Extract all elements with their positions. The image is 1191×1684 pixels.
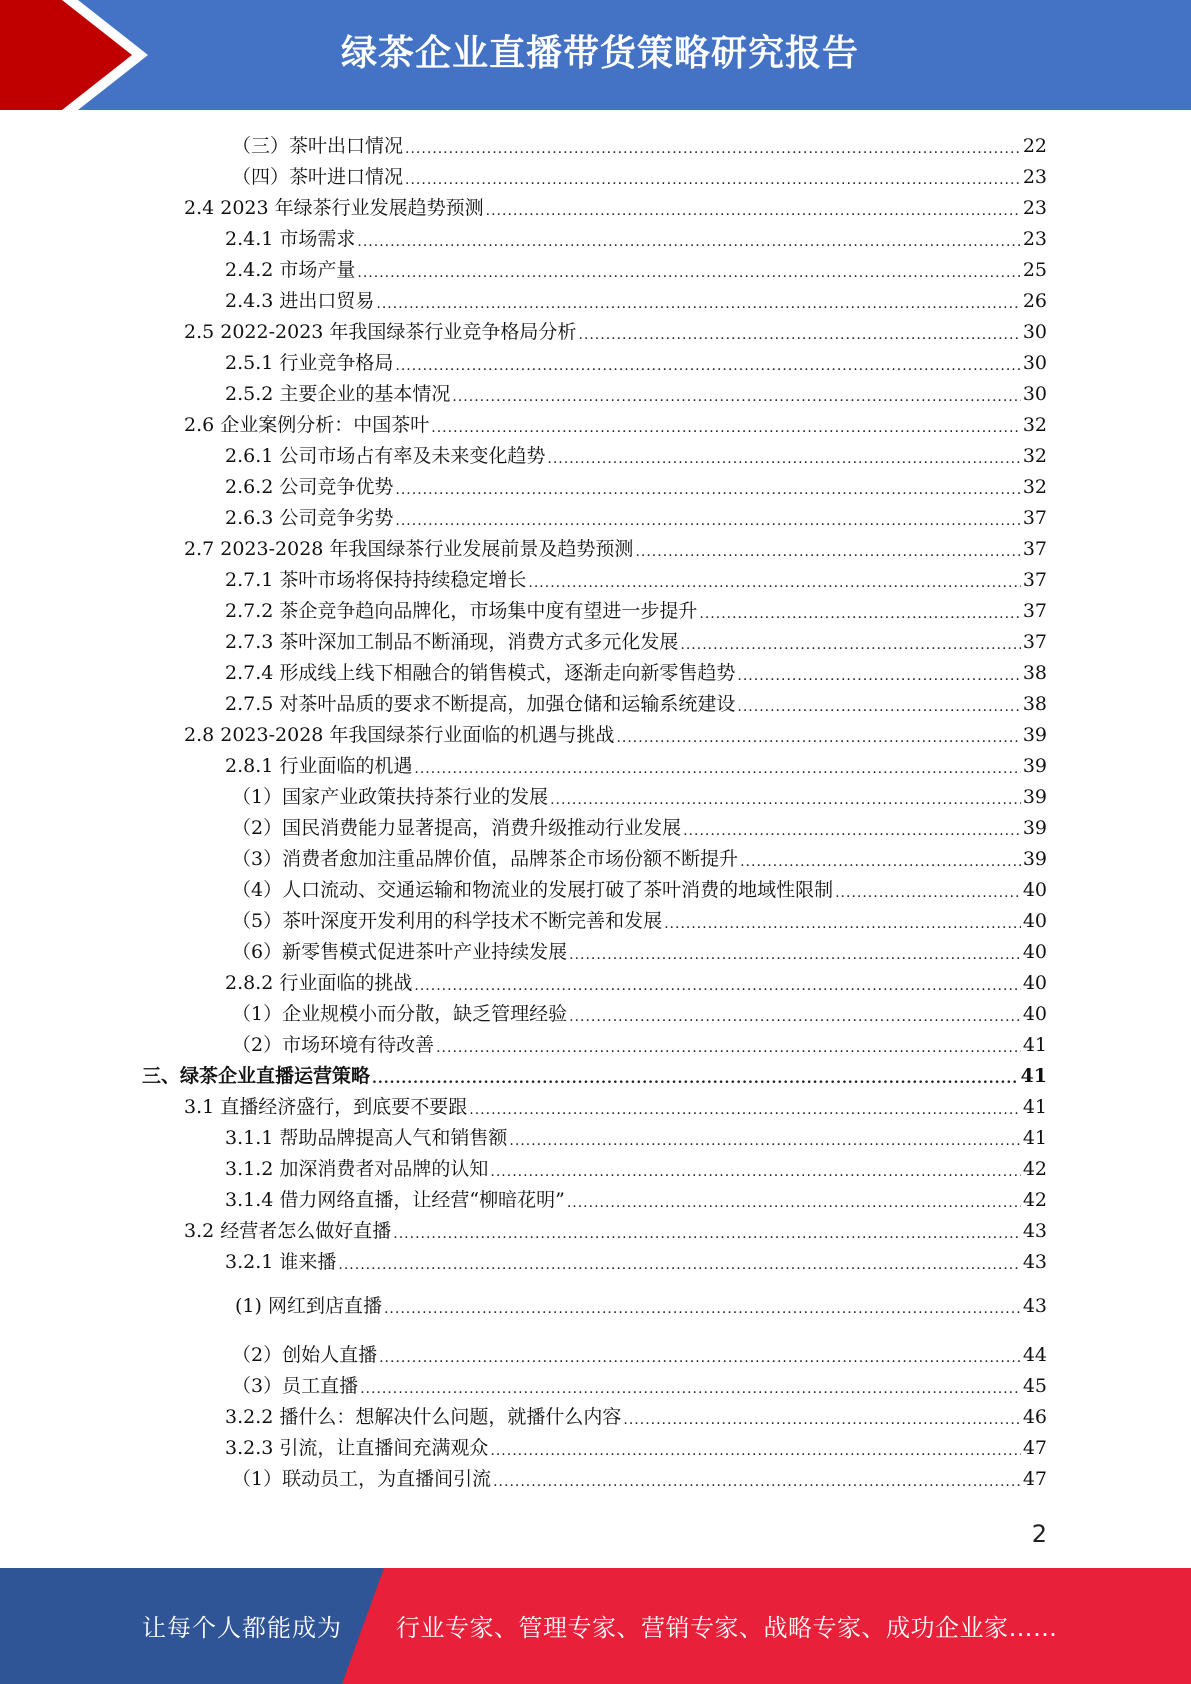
toc-entry-label: 2.7.4 形成线上线下相融合的销售模式，逐渐走向新零售趋势 bbox=[225, 662, 736, 684]
toc-entry[interactable] bbox=[232, 902, 1047, 933]
toc-leader-dots bbox=[699, 605, 1020, 623]
toc-entry-label: 2.6.1 公司市场占有率及未来变化趋势 bbox=[225, 445, 546, 467]
toc-entry-label: 2.4.3 进出口贸易 bbox=[225, 290, 375, 312]
toc-entry-label: 2.7.1 茶叶市场将保持持续稳定增长 bbox=[225, 569, 527, 591]
toc-entry[interactable] bbox=[184, 716, 1047, 747]
toc-entry-page: 23 bbox=[1022, 228, 1047, 250]
page-number: 2 bbox=[1031, 1520, 1047, 1548]
toc-entry[interactable] bbox=[184, 1088, 1047, 1119]
toc-entry-label: （2）国民消费能力显著提高，消费升级推动行业发展 bbox=[232, 817, 682, 839]
toc-leader-dots bbox=[616, 729, 1020, 747]
toc-entry-label: 3.1.2 加深消费者对品牌的认知 bbox=[225, 1158, 489, 1180]
toc-entry-label: 3.2 经营者怎么做好直播 bbox=[184, 1220, 392, 1242]
toc-entry-label: （1）国家产业政策扶持茶行业的发展 bbox=[232, 786, 549, 808]
toc-leader-dots bbox=[835, 884, 1021, 902]
toc-entry-page: 30 bbox=[1022, 321, 1047, 343]
toc-entry[interactable] bbox=[232, 809, 1047, 840]
toc-entry-label: 2.8 2023-2028 年我国绿茶行业面临的机遇与挑战 bbox=[184, 724, 615, 746]
toc-entry-label: 2.5.2 主要企业的基本情况 bbox=[225, 383, 451, 405]
toc-leader-dots bbox=[376, 295, 1020, 313]
toc-entry-label: 2.5 2022-2023 年我国绿茶行业竞争格局分析 bbox=[184, 321, 577, 343]
toc-leader-dots bbox=[490, 1163, 1020, 1181]
toc-entry-label: （1）企业规模小而分散，缺乏管理经验 bbox=[232, 1003, 568, 1025]
toc-entry-label: 3.1.4 借力网络直播，让经营“柳暗花明” bbox=[225, 1189, 565, 1211]
toc-entry[interactable] bbox=[232, 1336, 1047, 1367]
toc-entry-label: 2.7.2 茶企竞争趋向品牌化，市场集中度有望进一步提升 bbox=[225, 600, 698, 622]
toc-entry[interactable] bbox=[225, 747, 1047, 778]
toc-entry[interactable] bbox=[225, 1181, 1047, 1212]
toc-entry-label: （2）市场环境有待改善 bbox=[232, 1034, 435, 1056]
toc-leader-dots bbox=[405, 171, 1021, 189]
toc-leader-dots bbox=[393, 1225, 1021, 1243]
toc-entry-label: 2.7.3 茶叶深加工制品不断涌现，消费方式多元化发展 bbox=[225, 631, 679, 653]
toc-entry-label: 2.8.1 行业面临的机遇 bbox=[225, 755, 413, 777]
toc-entry[interactable] bbox=[225, 282, 1047, 313]
toc-entry-page: 22 bbox=[1022, 135, 1047, 157]
toc-entry-page: 30 bbox=[1022, 352, 1047, 374]
toc-entry[interactable] bbox=[184, 406, 1047, 437]
toc-leader-dots bbox=[569, 946, 1021, 964]
toc-entry[interactable] bbox=[225, 499, 1047, 530]
toc-leader-dots bbox=[414, 977, 1020, 995]
toc-entry[interactable] bbox=[225, 1398, 1047, 1429]
toc-entry-page: 38 bbox=[1022, 693, 1047, 715]
toc-leader-dots bbox=[567, 1194, 1021, 1212]
toc-leader-dots bbox=[680, 636, 1020, 654]
toc-entry[interactable] bbox=[225, 685, 1047, 716]
toc-entry-label: (1) 网红到店直播 bbox=[235, 1295, 382, 1317]
toc-leader-dots bbox=[469, 1101, 1021, 1119]
toc-entry-page: 40 bbox=[1022, 879, 1047, 901]
toc-entry-label: 3.2.3 引流，让直播间充满观众 bbox=[225, 1437, 489, 1459]
toc-entry-label: 2.7 2023-2028 年我国绿茶行业发展前景及趋势预测 bbox=[184, 538, 634, 560]
toc-entry-label: 3.2.1 谁来播 bbox=[225, 1251, 337, 1273]
toc-entry-label: 2.4.2 市场产量 bbox=[225, 259, 356, 281]
toc-entry-page: 23 bbox=[1022, 197, 1047, 219]
toc-entry-page: 32 bbox=[1022, 445, 1047, 467]
toc-entry-page: 38 bbox=[1022, 662, 1047, 684]
toc-leader-dots bbox=[569, 1008, 1021, 1026]
toc-entry-label: 3.1.1 帮助品牌提高人气和销售额 bbox=[225, 1127, 508, 1149]
toc-entry-label: （1）联动员工，为直播间引流 bbox=[232, 1468, 492, 1490]
toc-entry-label: 3.2.2 播什么：想解决什么问题，就播什么内容 bbox=[225, 1406, 622, 1428]
document-title: 绿茶企业直播带货策略研究报告 bbox=[340, 33, 859, 74]
toc-leader-dots bbox=[528, 574, 1020, 592]
toc-entry-page: 32 bbox=[1022, 476, 1047, 498]
toc-entry-page: 39 bbox=[1022, 848, 1047, 870]
toc-leader-dots bbox=[372, 1070, 1019, 1088]
toc-entry[interactable] bbox=[235, 1287, 1047, 1318]
toc-entry[interactable] bbox=[225, 251, 1047, 282]
toc-entry-page: 42 bbox=[1022, 1158, 1047, 1180]
toc-entry-page: 37 bbox=[1022, 507, 1047, 529]
toc-leader-dots bbox=[414, 760, 1020, 778]
toc-entry-label: （5）茶叶深度开发利用的科学技术不断完善和发展 bbox=[232, 910, 663, 932]
toc-entry-label: （6）新零售模式促进茶叶产业持续发展 bbox=[232, 941, 568, 963]
footer-slogan-right: 行业专家、管理专家、营销专家、战略专家、成功企业家…… bbox=[396, 1614, 1058, 1642]
toc-entry-page: 43 bbox=[1022, 1251, 1047, 1273]
toc-entry[interactable] bbox=[184, 313, 1047, 344]
toc-entry[interactable] bbox=[225, 1150, 1047, 1181]
toc-entry-page: 44 bbox=[1022, 1344, 1047, 1366]
toc-leader-dots bbox=[357, 264, 1020, 282]
toc-entry-page: 42 bbox=[1022, 1189, 1047, 1211]
toc-entry-page: 39 bbox=[1022, 724, 1047, 746]
toc-entry-label: 三、绿茶企业直播运营策略 bbox=[142, 1065, 371, 1087]
toc-leader-dots bbox=[338, 1256, 1020, 1274]
toc-leader-dots bbox=[486, 202, 1021, 220]
toc-entry-page: 23 bbox=[1022, 166, 1047, 188]
toc-leader-dots bbox=[395, 357, 1020, 375]
toc-entry-label: （2）创始人直播 bbox=[232, 1344, 378, 1366]
toc-leader-dots bbox=[395, 481, 1020, 499]
toc-entry[interactable] bbox=[225, 592, 1047, 623]
toc-leader-dots bbox=[635, 543, 1020, 561]
toc-entry-page: 26 bbox=[1022, 290, 1047, 312]
toc-leader-dots bbox=[357, 233, 1020, 251]
toc-leader-dots bbox=[509, 1132, 1020, 1150]
toc-entry-label: 2.7.5 对茶叶品质的要求不断提高，加强仓储和运输系统建设 bbox=[225, 693, 736, 715]
toc-entry-page: 39 bbox=[1022, 786, 1047, 808]
toc-entry-page: 41 bbox=[1020, 1065, 1047, 1087]
toc-entry[interactable] bbox=[184, 189, 1047, 220]
toc-entry[interactable] bbox=[232, 127, 1047, 158]
toc-entry-page: 40 bbox=[1022, 972, 1047, 994]
toc-entry-page: 39 bbox=[1022, 755, 1047, 777]
toc-entry[interactable] bbox=[232, 871, 1047, 902]
toc-entry[interactable] bbox=[225, 344, 1047, 375]
toc-entry-label: 2.6 企业案例分析：中国茶叶 bbox=[184, 414, 430, 436]
toc-entry-page: 43 bbox=[1022, 1295, 1047, 1317]
toc-entry[interactable] bbox=[184, 530, 1047, 561]
toc-entry-page: 43 bbox=[1022, 1220, 1047, 1242]
toc-entry[interactable] bbox=[232, 1460, 1047, 1491]
toc-leader-dots bbox=[360, 1380, 1021, 1398]
toc-leader-dots bbox=[737, 667, 1020, 685]
toc-entry-label: 2.6.3 公司竞争劣势 bbox=[225, 507, 394, 529]
page-header bbox=[0, 0, 1191, 110]
toc-leader-dots bbox=[683, 822, 1021, 840]
toc-leader-dots bbox=[395, 512, 1020, 530]
toc-entry[interactable] bbox=[225, 468, 1047, 499]
toc-entry[interactable] bbox=[225, 561, 1047, 592]
toc-leader-dots bbox=[379, 1349, 1021, 1367]
toc-entry[interactable] bbox=[225, 623, 1047, 654]
toc-entry[interactable] bbox=[184, 1212, 1047, 1243]
toc-entry-label: 2.8.2 行业面临的挑战 bbox=[225, 972, 413, 994]
toc-entry-page: 37 bbox=[1022, 631, 1047, 653]
toc-leader-dots bbox=[740, 853, 1021, 871]
toc-entry-page: 40 bbox=[1022, 941, 1047, 963]
toc-leader-dots bbox=[664, 915, 1021, 933]
toc-entry-page: 45 bbox=[1022, 1375, 1047, 1397]
toc-entry-page: 37 bbox=[1022, 538, 1047, 560]
toc-leader-dots bbox=[452, 388, 1020, 406]
toc-entry[interactable] bbox=[232, 840, 1047, 871]
toc-entry-label: （3）员工直播 bbox=[232, 1375, 359, 1397]
chevron-arrow-icon bbox=[0, 0, 160, 110]
toc-entry-page: 47 bbox=[1022, 1437, 1047, 1459]
toc-leader-dots bbox=[405, 140, 1021, 158]
toc-entry-page: 46 bbox=[1022, 1406, 1047, 1428]
toc-leader-dots bbox=[493, 1473, 1021, 1491]
toc-entry-label: （三）茶叶出口情况 bbox=[232, 135, 404, 157]
page-footer bbox=[0, 1568, 1191, 1684]
toc-leader-dots bbox=[547, 450, 1020, 468]
toc-entry-label: （3）消费者愈加注重品牌价值，品牌茶企市场份额不断提升 bbox=[232, 848, 739, 870]
toc-entry[interactable] bbox=[232, 778, 1047, 809]
toc-leader-dots bbox=[436, 1039, 1021, 1057]
toc-entry-page: 39 bbox=[1022, 817, 1047, 839]
toc-entry[interactable] bbox=[232, 1026, 1047, 1057]
toc-entry[interactable] bbox=[225, 964, 1047, 995]
toc-entry[interactable] bbox=[225, 220, 1047, 251]
toc-entry-page: 37 bbox=[1022, 600, 1047, 622]
toc-entry[interactable] bbox=[225, 437, 1047, 468]
toc-entry-page: 37 bbox=[1022, 569, 1047, 591]
toc-entry-label: （四）茶叶进口情况 bbox=[232, 166, 404, 188]
toc-entry-label: 3.1 直播经济盛行，到底要不要跟 bbox=[184, 1096, 468, 1118]
toc-entry[interactable] bbox=[225, 1243, 1047, 1274]
toc-entry-page: 30 bbox=[1022, 383, 1047, 405]
toc-leader-dots bbox=[431, 419, 1021, 437]
toc-entry-label: （4）人口流动、交通运输和物流业的发展打破了茶叶消费的地域性限制 bbox=[232, 879, 834, 901]
toc-entry[interactable] bbox=[232, 933, 1047, 964]
toc-leader-dots bbox=[737, 698, 1020, 716]
toc-entry-page: 41 bbox=[1022, 1127, 1047, 1149]
toc-entry-label: 2.6.2 公司竞争优势 bbox=[225, 476, 394, 498]
toc-entry[interactable] bbox=[225, 1429, 1047, 1460]
toc-leader-dots bbox=[623, 1411, 1020, 1429]
toc-entry-page: 41 bbox=[1022, 1096, 1047, 1118]
toc-entry-page: 40 bbox=[1022, 910, 1047, 932]
toc-entry-page: 40 bbox=[1022, 1003, 1047, 1025]
toc-entry-page: 32 bbox=[1022, 414, 1047, 436]
toc-entry-label: 2.5.1 行业竞争格局 bbox=[225, 352, 394, 374]
toc-entry-page: 25 bbox=[1022, 259, 1047, 281]
footer-slogan-left: 让每个人都能成为 bbox=[142, 1614, 342, 1642]
toc-entry[interactable] bbox=[225, 654, 1047, 685]
toc-entry-page: 41 bbox=[1022, 1034, 1047, 1056]
toc-entry[interactable] bbox=[232, 158, 1047, 189]
toc-leader-dots bbox=[550, 791, 1021, 809]
toc-entry-label: 2.4.1 市场需求 bbox=[225, 228, 356, 250]
toc-entry[interactable] bbox=[232, 995, 1047, 1026]
toc-chapter-entry[interactable] bbox=[142, 1057, 1047, 1088]
toc-entry-label: 2.4 2023 年绿茶行业发展趋势预测 bbox=[184, 197, 484, 219]
toc-entry[interactable] bbox=[225, 375, 1047, 406]
toc-leader-dots bbox=[578, 326, 1020, 344]
toc-entry[interactable] bbox=[225, 1119, 1047, 1150]
toc-entry-page: 47 bbox=[1022, 1468, 1047, 1490]
toc-leader-dots bbox=[490, 1442, 1020, 1460]
toc-entry[interactable] bbox=[232, 1367, 1047, 1398]
toc-leader-dots bbox=[384, 1300, 1021, 1318]
